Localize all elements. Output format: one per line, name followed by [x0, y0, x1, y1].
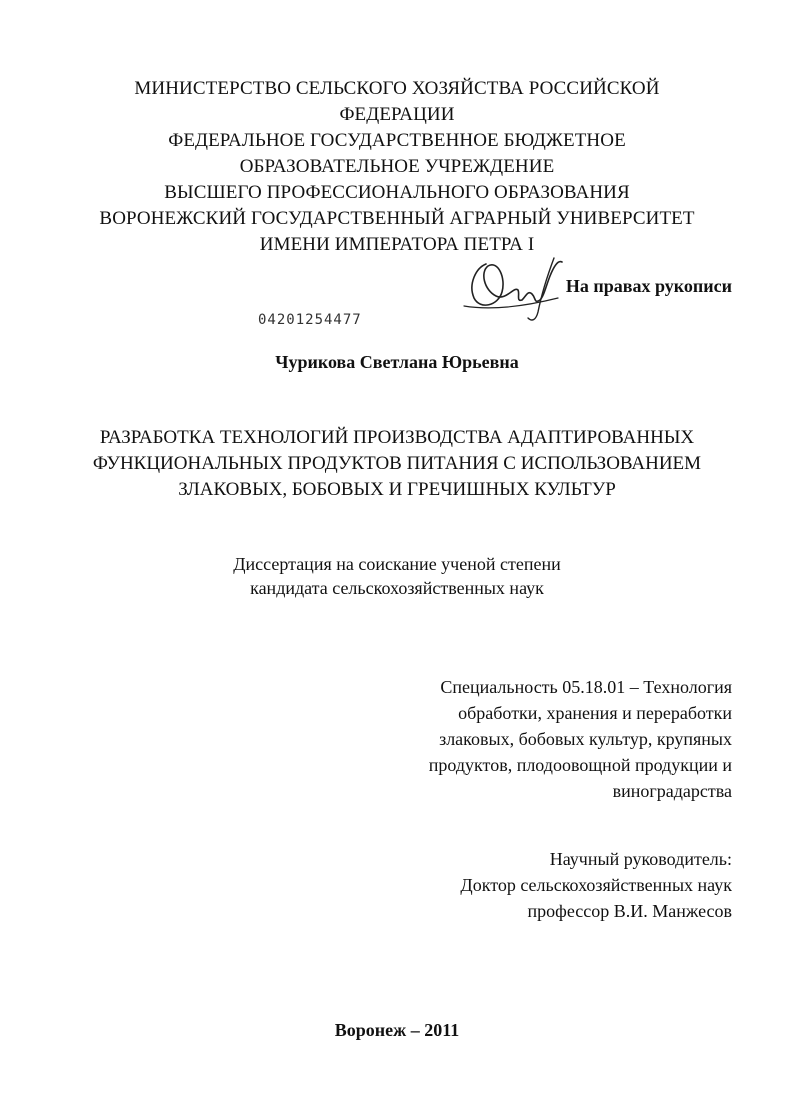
supervisor-line: профессор В.И. Манжесов: [527, 901, 732, 921]
degree-statement: [0, 552, 794, 600]
city-year: Воронеж – 2011: [334, 1020, 460, 1040]
title-line: ЗЛАКОВЫХ, БОБОВЫХ И ГРЕЧИШНЫХ КУЛЬТУР: [178, 479, 616, 500]
header-line: ВОРОНЕЖСКИЙ ГОСУДАРСТВЕННЫЙ АГРАРНЫЙ УНИВЕРСИТЕТ: [99, 208, 695, 229]
registration-number: 04201254477: [258, 312, 362, 328]
header-line: ВЫСШЕГО ПРОФЕССИОНАЛЬНОГО ОБРАЗОВАНИЯ: [164, 182, 630, 203]
specialty-line: злаковых, бобовых культур, крупяных: [439, 729, 732, 749]
header-line: МИНИСТЕРСТВО СЕЛЬСКОГО ХОЗЯЙСТВА РОССИЙСКОЙ: [134, 78, 660, 99]
dissertation-title: [0, 425, 794, 503]
degree-line: Диссертация на соискание ученой степени: [233, 554, 561, 574]
title-line: РАЗРАБОТКА ТЕХНОЛОГИЙ ПРОИЗВОДСТВА АДАПТИРОВАННЫХ: [99, 427, 695, 448]
title-line: ФУНКЦИОНАЛЬНЫХ ПРОДУКТОВ ПИТАНИЯ С ИСПОЛЬЗОВАНИЕМ: [92, 453, 702, 474]
author-name: Чурикова Светлана Юрьевна: [275, 352, 519, 372]
header-line: ОБРАЗОВАТЕЛЬНОЕ УЧРЕЖДЕНИЕ: [239, 156, 555, 177]
header-line: ФЕДЕРАЦИИ: [339, 104, 455, 125]
supervisor-block: [460, 846, 732, 924]
header-line: ФЕДЕРАЛЬНОЕ ГОСУДАРСТВЕННОЕ БЮДЖЕТНОЕ: [168, 130, 626, 151]
handwritten-signature: [458, 246, 578, 326]
degree-line: кандидата сельскохозяйственных наук: [250, 578, 544, 598]
supervisor-line: Доктор сельскохозяйственных наук: [460, 875, 732, 895]
specialty-line: виноградарства: [612, 781, 732, 801]
supervisor-line: Научный руководитель:: [549, 849, 732, 869]
specialty-line: продуктов, плодоовощной продукции и: [428, 755, 732, 775]
institution-header: [0, 76, 794, 258]
header-line: ИМЕНИ ИМПЕРАТОРА ПЕТРА I: [259, 234, 535, 255]
specialty-line: Специальность 05.18.01 – Технология: [440, 677, 732, 697]
specialty-line: обработки, хранения и переработки: [458, 703, 732, 723]
specialty-block: [429, 674, 732, 804]
rights-label: На правах рукописи: [565, 276, 732, 296]
